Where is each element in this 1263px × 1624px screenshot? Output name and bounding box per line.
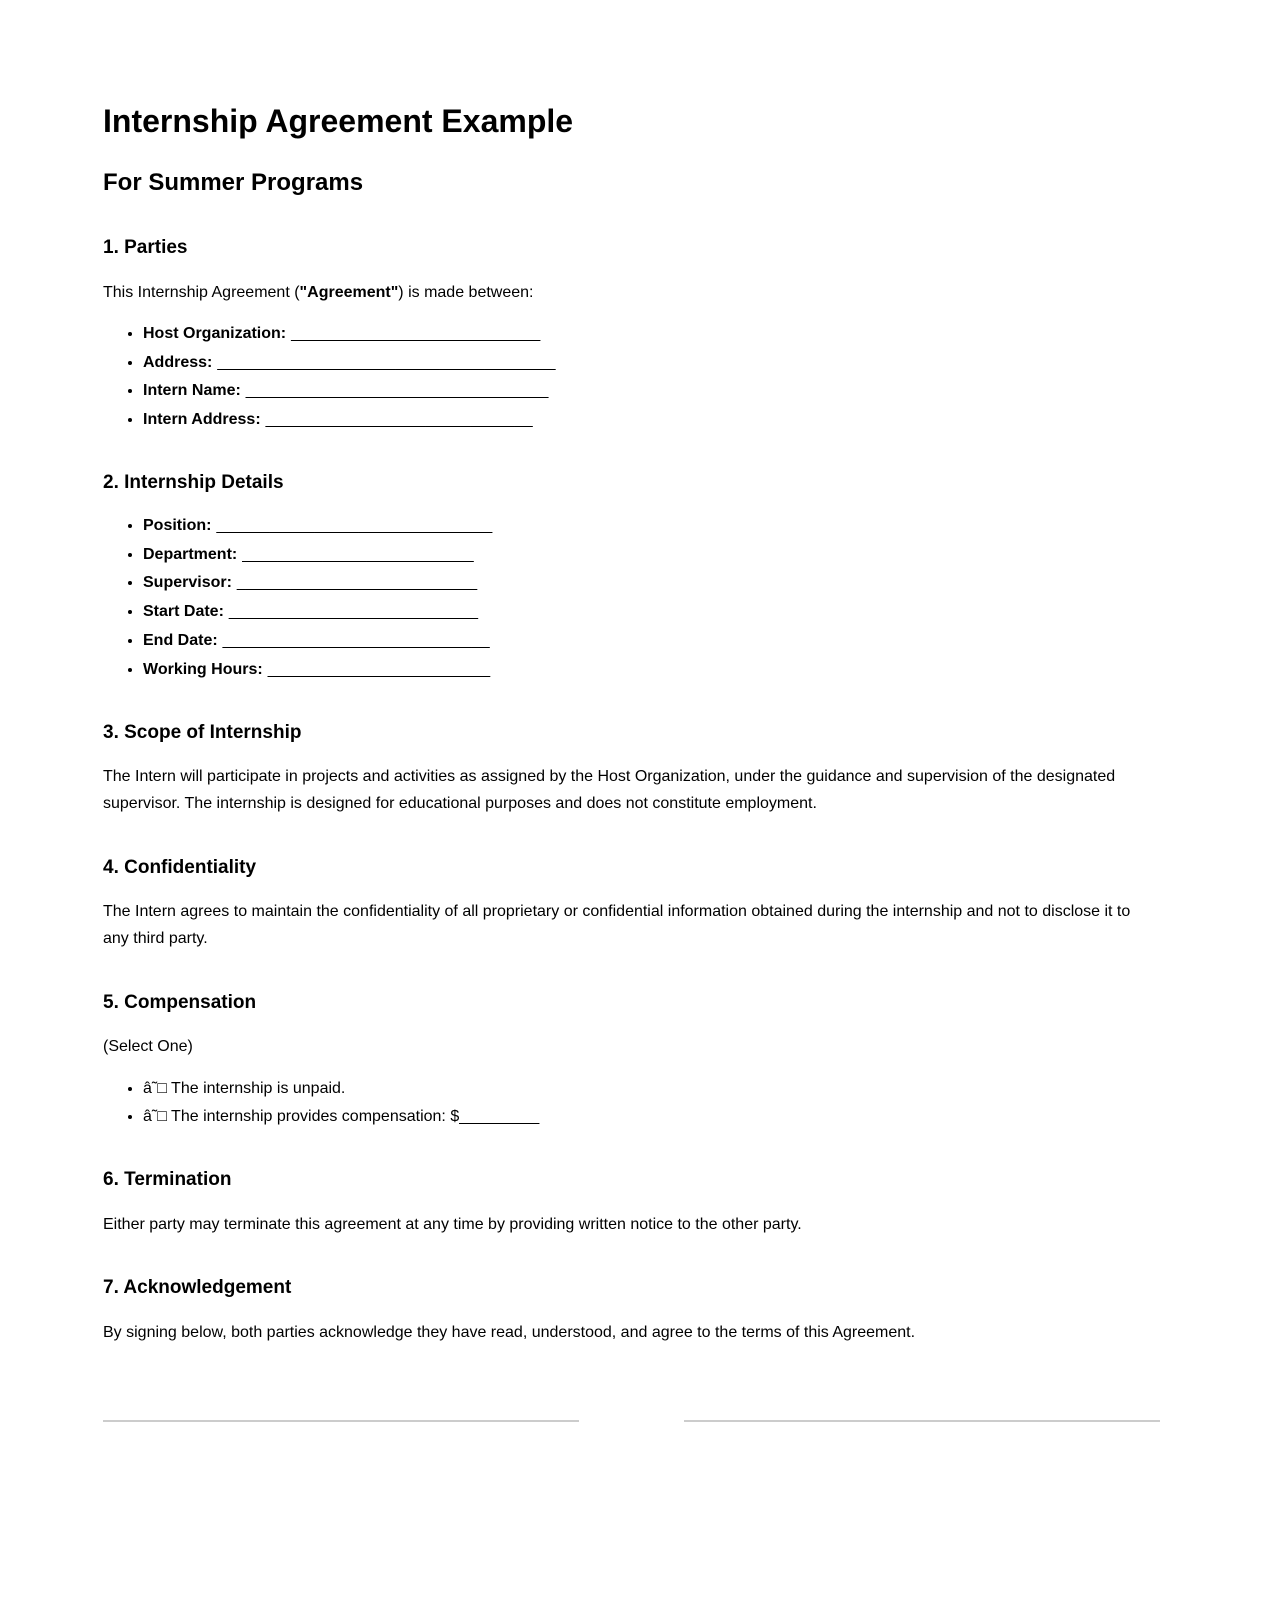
field-blank: ___________________________ <box>236 574 478 592</box>
parties-intro-bold: "Agreement" <box>299 283 399 301</box>
compensation-option-list <box>103 1077 1160 1131</box>
field-blank: __________________________ <box>242 545 474 563</box>
section-parties-heading: 1. Parties <box>103 237 188 258</box>
section-confidentiality-heading: 4. Confidentiality <box>103 856 257 878</box>
field-label: Intern Name: <box>143 382 241 400</box>
section-termination-heading: 6. Termination <box>103 1169 232 1191</box>
field-blank: ____________________________ <box>291 324 541 342</box>
field-label: Position: <box>143 516 212 534</box>
field-intern-name <box>143 379 1160 404</box>
field-department <box>143 543 1160 568</box>
field-label: Intern Address: <box>143 411 261 429</box>
signature-area <box>103 1420 1160 1422</box>
field-blank: __________________________________ <box>245 382 549 400</box>
compensation-note: (Select One) <box>103 1038 193 1056</box>
document-subtitle: For Summer Programs <box>103 169 364 196</box>
parties-intro <box>103 279 1160 306</box>
field-label: Supervisor: <box>143 574 232 592</box>
field-end-date <box>143 629 1160 654</box>
section-details-heading: 2. Internship Details <box>103 472 284 494</box>
field-intern-address <box>143 408 1160 433</box>
field-blank: ______________________________ <box>222 631 490 649</box>
scope-body: The Intern will participate in projects and activities as assigned by the Host Organization, under the guidance and supervision of the designated supervisor. The internship is designed for educational purposes and does not constitute employment. <box>103 768 1116 813</box>
signature-line-right <box>684 1420 1160 1422</box>
section-compensation-heading: 5. Compensation <box>103 991 257 1013</box>
field-host-organization <box>143 322 1160 347</box>
document-title: Internship Agreement Example <box>103 103 574 139</box>
field-label: Address: <box>143 353 213 371</box>
field-address <box>143 351 1160 376</box>
field-blank: _______________________________ <box>216 516 493 534</box>
compensation-option-unpaid: • â˜□ The internship is unpaid. <box>143 1077 1160 1102</box>
details-field-list <box>103 514 1160 683</box>
confidentiality-body: The Intern agrees to maintain the confidentiality of all proprietary or confidential information obtained during the internship and not to disclose it to any third party. <box>103 903 1131 948</box>
parties-field-list <box>103 322 1160 433</box>
field-start-date <box>143 600 1160 625</box>
field-blank: _________________________ <box>267 660 491 678</box>
acknowledgement-body: By signing below, both parties acknowledge they have read, understood, and agree to the terms of this Agreement. <box>103 1323 916 1341</box>
termination-body: Either party may terminate this agreement at any time by providing written notice to the other party. <box>103 1215 802 1233</box>
field-blank: ______________________________ <box>265 411 533 429</box>
signature-line-left <box>103 1420 579 1422</box>
field-label: End Date: <box>143 631 218 649</box>
field-blank: ____________________________ <box>228 603 479 621</box>
field-blank: ______________________________________ <box>217 353 556 371</box>
field-label: Department: <box>143 545 238 563</box>
section-scope-heading: 3. Scope of Internship <box>103 721 302 743</box>
field-supervisor <box>143 571 1160 596</box>
parties-intro-post: ) is made between: <box>398 283 534 301</box>
field-label: Start Date: <box>143 603 224 621</box>
field-working-hours <box>143 658 1160 683</box>
field-label: Host Organization: <box>143 324 287 342</box>
section-acknowledgement-heading: 7. Acknowledgement <box>103 1277 292 1298</box>
field-label: Working Hours: <box>143 660 263 678</box>
field-position <box>143 514 1160 539</box>
parties-intro-pre: This Internship Agreement ( <box>103 283 300 301</box>
compensation-option-paid: • â˜□ The internship provides compensation: $_________ <box>143 1105 1160 1130</box>
